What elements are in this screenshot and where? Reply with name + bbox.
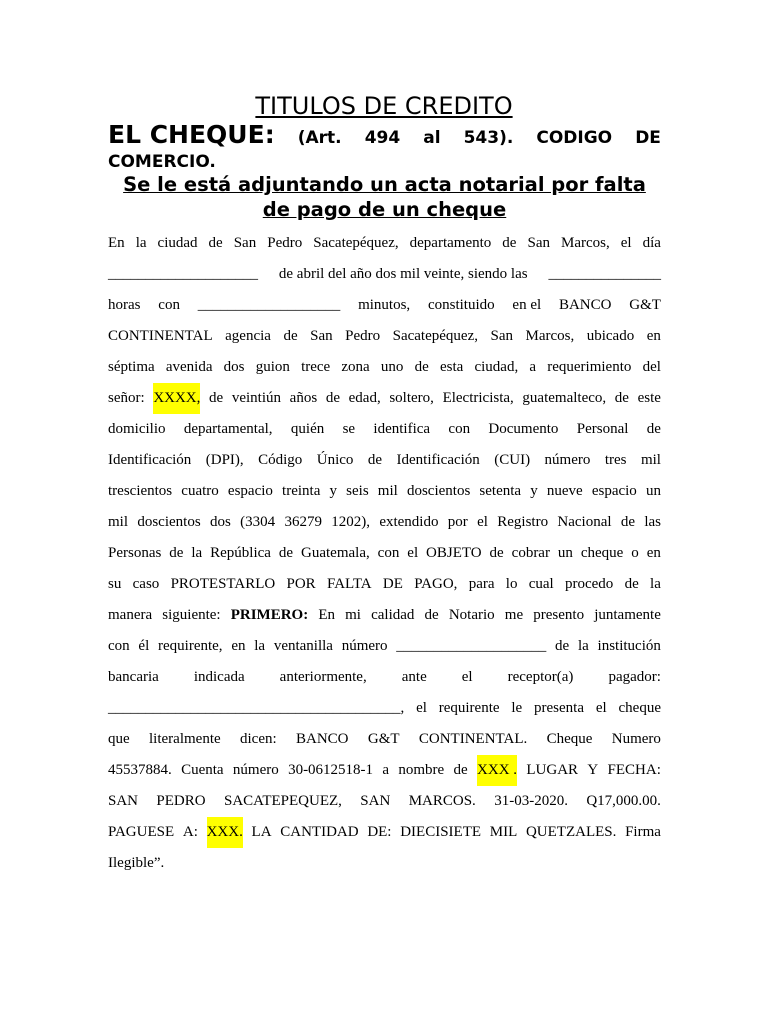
body-word: un	[645, 483, 661, 499]
body-word: espacio	[591, 483, 637, 499]
body-word: _______________________________________,	[108, 700, 405, 716]
body-line	[108, 693, 661, 724]
body-word: por	[447, 514, 468, 530]
body-word: Sacatepéquez,	[392, 328, 478, 344]
body-word: Q17,000.00.	[586, 793, 661, 809]
article-to: 543).	[463, 128, 514, 148]
body-word: ____________________	[396, 638, 547, 654]
body-word: seis	[346, 483, 369, 499]
body-word: _______________	[548, 266, 661, 282]
body-word: extendido	[379, 514, 439, 530]
body-word: treinta	[282, 483, 321, 499]
body-word: En	[108, 235, 125, 251]
body-word: dos	[223, 359, 245, 375]
body-word: República	[210, 545, 271, 561]
body-word: cobrar	[511, 545, 550, 561]
body-line	[108, 755, 661, 786]
body-word: tres	[604, 452, 627, 468]
body-word: la	[135, 235, 147, 251]
bold-term: PRIMERO:	[230, 607, 309, 623]
de-word: DE	[635, 128, 661, 148]
body-word: con	[158, 297, 180, 313]
body-word: que	[108, 731, 130, 747]
body-line	[108, 631, 661, 662]
body-word: Firma	[625, 824, 661, 840]
body-word: Sacatepéquez,	[313, 235, 399, 251]
body-word: SAN	[360, 793, 391, 809]
body-word: en	[646, 328, 661, 344]
body-word: PAGUESE	[108, 824, 175, 840]
body-word: departamento	[409, 235, 492, 251]
body-word: dicen:	[240, 731, 277, 747]
body-word: séptima	[108, 359, 155, 375]
body-word: ___________________	[197, 297, 341, 313]
body-word: un	[557, 545, 573, 561]
body-word: dos	[209, 514, 231, 530]
body-word: San	[527, 235, 550, 251]
article-al: al	[423, 128, 441, 148]
body-word: en	[646, 545, 661, 561]
body-word: (3304	[240, 514, 276, 530]
body-word: DE	[382, 576, 403, 592]
body-line	[108, 476, 661, 507]
body-word: Código	[258, 452, 303, 468]
cheque-heading	[108, 120, 661, 172]
body-word: Numero	[611, 731, 661, 747]
body-word: nombre	[398, 762, 445, 778]
body-line	[108, 290, 661, 321]
body-word: MARCOS.	[408, 793, 476, 809]
body-word: cheque	[580, 545, 624, 561]
body-word: de	[414, 359, 429, 375]
body-word: horas	[108, 297, 141, 313]
body-word: ubicado	[586, 328, 635, 344]
body-word: día	[642, 235, 661, 251]
body-word: 30-0612518-1	[288, 762, 374, 778]
body-word: doscientos	[137, 514, 201, 530]
body-word: caso	[132, 576, 160, 592]
body-word: del	[642, 359, 661, 375]
body-word: trece	[301, 359, 331, 375]
body-word: trescientos	[108, 483, 173, 499]
body-line	[108, 817, 661, 848]
body-word: la	[650, 576, 661, 592]
body-word: de	[555, 638, 570, 654]
body-word: guatemalteco,	[522, 390, 607, 406]
body-line	[108, 786, 661, 817]
body-word: Único	[316, 452, 354, 468]
body-word: manera	[108, 607, 153, 623]
body-word: de	[209, 390, 224, 406]
body-word: setenta	[479, 483, 522, 499]
body-word: juntamente	[594, 607, 661, 623]
body-word: requirente,	[158, 638, 223, 654]
body-word: OBJETO	[426, 545, 482, 561]
body-word: zona	[341, 359, 370, 375]
body-word: número	[341, 638, 388, 654]
body-word: y	[329, 483, 338, 499]
body-word: para	[468, 576, 495, 592]
body-word: de	[614, 390, 629, 406]
body-word: Identificación	[396, 452, 480, 468]
body-word: San	[233, 235, 257, 251]
body-word: presenta	[534, 700, 585, 716]
body-word: 31-03-2020.	[494, 793, 568, 809]
body-word: Notario	[448, 607, 495, 623]
body-line	[108, 383, 661, 414]
body-word: CONTINENTAL	[108, 328, 213, 344]
body-word: de	[502, 235, 517, 251]
body-word: pagador:	[608, 669, 661, 685]
body-word: presento	[533, 607, 585, 623]
body-word: BANCO	[558, 297, 612, 313]
body-word: SACATEPEQUEZ,	[223, 793, 342, 809]
document-subtitle: Se le está adjuntando un acta notarial por falta de pago de un cheque	[123, 173, 646, 221]
body-word: en el	[512, 297, 542, 313]
cheque-label: EL CHEQUE:	[108, 120, 275, 149]
body-word: Documento	[488, 421, 559, 437]
body-line	[108, 414, 661, 445]
body-word: número	[232, 762, 279, 778]
body-word: de abril del año dos mil veinte, siendo las	[278, 266, 528, 282]
body-word: SAN	[108, 793, 139, 809]
body-word: CONTINENTAL.	[418, 731, 528, 747]
body-word: de	[278, 545, 294, 561]
body-word: calidad	[371, 607, 415, 623]
body-word: con	[377, 545, 400, 561]
body-word: con	[108, 638, 130, 654]
body-word: el	[477, 514, 488, 530]
body-word: Marcos,	[525, 328, 575, 344]
body-word: mil	[640, 452, 661, 468]
body-word: Identificación	[108, 452, 192, 468]
body-word: domicilio	[108, 421, 166, 437]
body-word: ciudad	[157, 235, 198, 251]
body-word: ventanilla	[273, 638, 333, 654]
body-word: me	[504, 607, 524, 623]
body-word: el	[461, 669, 473, 685]
body-word: FECHA:	[607, 762, 661, 778]
body-word: PROTESTARLO	[170, 576, 276, 592]
body-word: le	[511, 700, 523, 716]
body-line	[108, 507, 661, 538]
body-word: Electricista,	[442, 390, 514, 406]
body-word: soltero,	[389, 390, 434, 406]
body-word: guion	[255, 359, 290, 375]
body-word: de	[424, 607, 439, 623]
body-word: Cheque	[546, 731, 593, 747]
body-word: lo	[505, 576, 518, 592]
body-word: MIL	[489, 824, 518, 840]
body-word: En	[318, 607, 336, 623]
highlighted-placeholder: XXX.	[207, 817, 243, 848]
body-line	[108, 538, 661, 569]
highlighted-placeholder: XXXX,	[153, 383, 200, 414]
body-word: anteriormente,	[279, 669, 367, 685]
body-word: avenida	[165, 359, 213, 375]
body-word: el	[620, 235, 632, 251]
body-line	[108, 569, 661, 600]
body-word: FALTA	[326, 576, 372, 592]
body-word: 36279	[284, 514, 322, 530]
body-word: ____________________	[108, 266, 258, 282]
body-word: G&T	[629, 297, 661, 313]
body-word: DIECISIETE	[400, 824, 482, 840]
body-word: de	[624, 576, 639, 592]
body-word: procedo	[565, 576, 614, 592]
body-line	[108, 321, 661, 352]
body-word: bancaria	[108, 669, 159, 685]
body-word: de	[489, 545, 504, 561]
body-word: la	[254, 638, 266, 654]
body-line	[108, 724, 661, 755]
body-word: (CUI)	[494, 452, 531, 468]
body-word: de	[367, 452, 383, 468]
body-word: mi	[345, 607, 361, 623]
body-word: de	[169, 545, 184, 561]
body-word: BANCO	[296, 731, 349, 747]
body-word: y	[530, 483, 538, 499]
body-word: 1202),	[331, 514, 370, 530]
body-word: indicada	[193, 669, 245, 685]
body-word: uno	[380, 359, 404, 375]
body-word: señor:	[108, 390, 145, 406]
body-word: número	[544, 452, 591, 468]
body-word: CANTIDAD	[280, 824, 359, 840]
body-word: QUETZALES.	[525, 824, 617, 840]
codigo-word: CODIGO	[536, 128, 613, 148]
highlighted-placeholder: XXX .	[477, 755, 517, 786]
body-word: requirente	[438, 700, 500, 716]
body-word: veintiún	[231, 390, 282, 406]
body-word: institución	[597, 638, 661, 654]
body-word: de	[283, 328, 298, 344]
body-word: Guatemala,	[301, 545, 370, 561]
body-word: mil	[377, 483, 398, 499]
body-word: Nacional	[557, 514, 612, 530]
document-body	[108, 228, 661, 879]
body-word: el	[407, 545, 419, 561]
body-word: a	[529, 359, 537, 375]
body-word: PEDRO	[156, 793, 206, 809]
body-word: años	[289, 390, 318, 406]
body-word: el	[416, 700, 427, 716]
body-line	[108, 352, 661, 383]
body-word: Personas	[108, 545, 162, 561]
body-word: su	[108, 576, 122, 592]
body-line	[108, 228, 661, 259]
body-word: A:	[182, 824, 198, 840]
body-word: PAGO,	[414, 576, 458, 592]
body-word: minutos,	[358, 297, 411, 313]
body-word: constituido	[427, 297, 495, 313]
body-word: Y	[587, 762, 599, 778]
body-line	[108, 445, 661, 476]
body-word: de	[646, 421, 661, 437]
body-word: cuatro	[181, 483, 219, 499]
body-word: Personal	[576, 421, 629, 437]
body-word: mil	[108, 514, 129, 530]
body-word: cual	[528, 576, 554, 592]
body-word: (DPI),	[205, 452, 244, 468]
body-word: literalmente	[149, 731, 221, 747]
body-word: Ilegible”.	[108, 855, 165, 871]
body-word: Pedro	[345, 328, 381, 344]
body-word: G&T	[367, 731, 400, 747]
body-word: Cuenta	[181, 762, 224, 778]
body-word: las	[644, 514, 661, 530]
body-word: de	[325, 390, 340, 406]
body-word: la	[191, 545, 203, 561]
body-word: receptor(a)	[507, 669, 574, 685]
comercio-word: COMERCIO.	[108, 152, 216, 172]
body-line	[108, 600, 661, 631]
body-word: este	[637, 390, 661, 406]
body-word: siguiente:	[162, 607, 221, 623]
body-word: o	[631, 545, 639, 561]
body-word: cheque	[618, 700, 661, 716]
body-word: de	[453, 762, 468, 778]
body-word: ciudad,	[474, 359, 519, 375]
body-word: San	[490, 328, 513, 344]
body-word: quién	[290, 421, 325, 437]
body-word: él	[138, 638, 150, 654]
body-word: LUGAR	[526, 762, 579, 778]
document-title: TITULOS DE CREDITO	[255, 92, 513, 120]
body-word: ante	[401, 669, 427, 685]
body-word: Pedro	[267, 235, 303, 251]
body-line	[108, 259, 661, 290]
body-word: se	[342, 421, 356, 437]
body-word: Marcos,	[561, 235, 610, 251]
body-word: LA	[251, 824, 272, 840]
body-word: en	[231, 638, 246, 654]
body-line	[108, 848, 661, 879]
body-word: doscientos	[406, 483, 471, 499]
body-word: agencia	[225, 328, 271, 344]
body-line	[108, 662, 661, 693]
body-word: esta	[439, 359, 464, 375]
body-word: departamental,	[183, 421, 273, 437]
article-open: (Art.	[297, 128, 342, 148]
body-word: DE:	[367, 824, 392, 840]
article-from: 494	[364, 128, 401, 148]
body-word: requerimiento	[547, 359, 632, 375]
body-word: de	[620, 514, 636, 530]
body-word: con	[448, 421, 471, 437]
body-word: a	[382, 762, 390, 778]
body-word: nueve	[546, 483, 583, 499]
body-word: identifica	[373, 421, 431, 437]
body-word: el	[595, 700, 607, 716]
body-word: la	[577, 638, 589, 654]
body-word: Registro	[497, 514, 549, 530]
body-word: 45537884.	[108, 762, 172, 778]
body-word: POR	[286, 576, 316, 592]
body-word: de	[208, 235, 223, 251]
body-word: San	[310, 328, 333, 344]
body-word: edad,	[348, 390, 381, 406]
body-word: espacio	[227, 483, 273, 499]
